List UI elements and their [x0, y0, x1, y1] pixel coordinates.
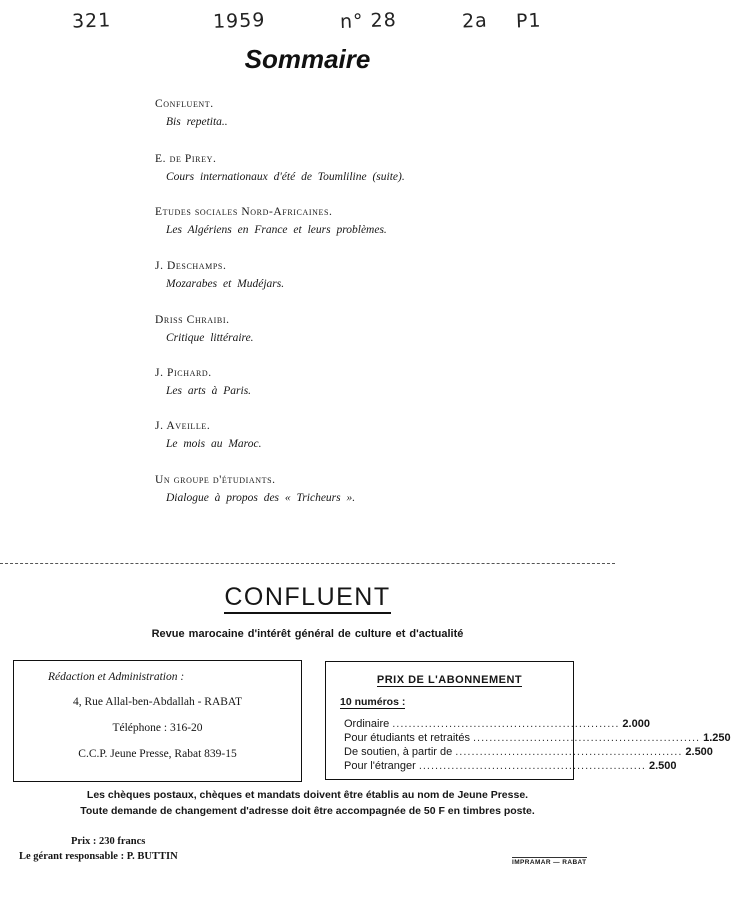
price-label: De soutien, à partir de — [344, 746, 453, 758]
toc-entry — [155, 420, 595, 450]
toc-entry — [155, 206, 595, 236]
handwritten-number: 321 — [71, 9, 112, 33]
toc-entry — [155, 474, 595, 504]
toc-article: Les arts à Paris. — [166, 385, 252, 397]
price-row — [344, 732, 731, 744]
page-title: Sommaire — [244, 44, 371, 74]
toc-article: Dialogue à propos des « Tricheurs ». — [166, 492, 356, 504]
toc-article: Le mois au Maroc. — [166, 438, 262, 450]
toc-article: Cours internationaux d'été de Toumliline (suite). — [166, 171, 405, 183]
administration-box — [13, 660, 302, 782]
payment-note: Les chèques postaux, chèques et mandats doivent être établis au nom de Jeune Presse. — [86, 789, 529, 801]
address-change-note: Toute demande de changement d'adresse doit être accompagnée de 50 F en timbres poste. — [80, 805, 535, 817]
dot-leader: ........................................................ — [472, 732, 701, 744]
subscription-box — [325, 661, 731, 780]
toc-author: J. Deschamps. — [155, 260, 227, 272]
price-label: Pour l'étranger — [344, 760, 416, 772]
section-divider — [0, 563, 615, 564]
subscription-heading-text: PRIX DE L'ABONNEMENT — [376, 674, 523, 686]
toc-entry — [155, 153, 595, 183]
toc-author: J. Pichard. — [155, 367, 212, 379]
issue-price: Prix : 230 francs — [71, 836, 146, 847]
handwritten-issue: n° 28 — [339, 9, 398, 33]
price-label: Ordinaire — [344, 718, 390, 730]
journal-name: CONFLUENT — [224, 583, 390, 614]
admin-address: 4, Rue Allal-ben-Abdallah - RABAT — [73, 696, 242, 708]
toc-article: Bis repetita.. — [166, 116, 228, 128]
subscription-issues-text: 10 numéros : — [340, 696, 406, 708]
journal-subtitle: Revue marocaine d'intérêt général de culture et d'actualité — [151, 628, 464, 640]
printer-imprint: IMPRAMAR — RABAT — [512, 859, 587, 866]
toc-article: Mozarabes et Mudéjars. — [166, 278, 285, 290]
dot-leader: ........................................................ — [455, 746, 683, 758]
handwritten-year: 1959 — [212, 9, 266, 33]
subscription-issues — [340, 696, 405, 708]
toc-author: Driss Chraibi. — [155, 314, 230, 326]
toc-entry — [155, 98, 595, 128]
price-row — [344, 760, 677, 772]
toc-article: Critique littéraire. — [166, 332, 254, 344]
admin-phone: Téléphone : 316-20 — [112, 722, 203, 734]
toc-author: E. de Pirey. — [155, 153, 217, 165]
price-amount: 2.500 — [648, 760, 677, 772]
admin-heading: Rédaction et Administration : — [48, 671, 185, 683]
journal-title — [0, 583, 615, 612]
subscription-heading — [326, 674, 573, 686]
toc-author: Confluent. — [155, 98, 214, 110]
price-row — [344, 718, 650, 730]
price-amount: 2.500 — [685, 746, 713, 758]
toc-author: Un groupe d'étudiants. — [155, 474, 276, 486]
price-label: Pour étudiants et retraités — [344, 732, 470, 744]
toc-author: Etudes sociales Nord-Africaines. — [155, 206, 333, 218]
dot-leader: ........................................................ — [418, 760, 646, 772]
toc-entry — [155, 260, 595, 290]
admin-ccp: C.C.P. Jeune Presse, Rabat 839-15 — [78, 748, 237, 760]
dot-leader: ........................................................ — [392, 718, 620, 730]
toc-entry — [155, 367, 595, 397]
price-amount: 1.250 — [703, 732, 731, 744]
toc-entry — [155, 314, 595, 344]
price-row — [344, 746, 713, 758]
price-amount: 2.000 — [622, 718, 650, 730]
toc-author: J. Aveille. — [155, 420, 211, 432]
handwritten-page: P1 — [515, 9, 542, 33]
handwritten-code: 2a — [461, 9, 489, 33]
toc-article: Les Algériens en France et leurs problèmes. — [166, 224, 387, 236]
publisher-manager: Le gérant responsable : P. BUTTIN — [19, 851, 178, 862]
